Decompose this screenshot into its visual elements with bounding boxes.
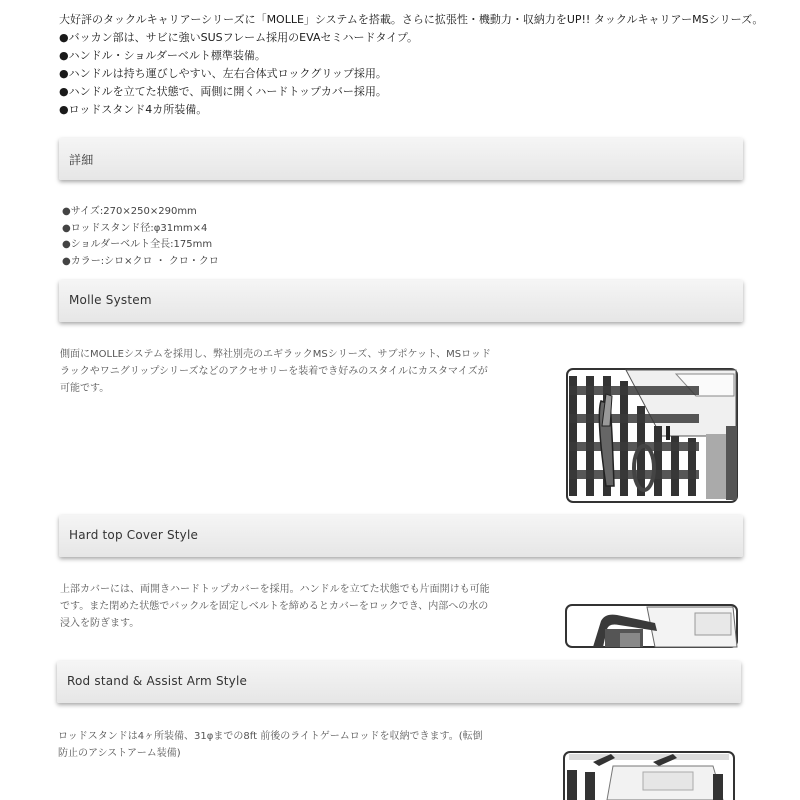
rodstand-heading: Rod stand & Assist Arm Style [67,674,248,688]
hardtop-desc-line: 浸入を防ぎます。 [60,618,140,629]
rodstand-heading-bar [57,661,741,703]
spec-color: ●カラー:シロ×クロ ・ クロ・クロ [62,255,219,267]
molle-desc-line: 可能です。 [60,383,110,394]
molle-photo [566,366,739,505]
details-heading: 詳細 [69,153,94,167]
intro-feature: ●ハンドル・ショルダーベルト標準装備。 [59,49,266,62]
spec-rod-stand: ●ロッドスタンド径:φ31mm×4 [62,222,208,234]
hardtop-desc-line: 上部カバーには、両開きハードトップカバーを採用。ハンドルを立てた状態でも片面開けも可能 [60,584,490,595]
intro-feature: ●ハンドルを立てた状態で、両側に開くハードトップカバー採用。 [59,85,387,98]
molle-heading-bar [59,280,743,322]
rodstand-description [58,728,483,762]
rodstand-desc-line: 防止のアシストアーム装備) [58,748,181,759]
intro-feature: ●バッカン部は、サビに強いSUSフレーム採用のEVAセミハードタイプ。 [59,31,419,44]
rodstand-photo [563,750,735,800]
spec-size: ●サイズ:270×250×290mm [62,206,197,217]
hardtop-desc-line: です。また閉めた状態でバックルを固定しベルトを締めるとカバーをロックでき、内部への水の [60,601,489,612]
hardtop-heading: Hard top Cover Style [69,528,199,542]
intro-lead: 大好評のタックルキャリアーシリーズに「MOLLE」システムを搭載。さらに拡張性・機動力・収納力をUP!! タックルキャリアーMSシリーズ。 [59,13,764,26]
spec-list [62,204,219,270]
molle-heading: Molle System [69,293,152,307]
rodstand-desc-line: ロッドスタンドは4ヶ所装備、31φまでの8ft 前後のライトゲームロッドを収納できます。(転倒 [58,731,483,742]
intro-text [59,11,779,119]
molle-desc-line: ラックやワニグリップシリーズなどのアクセサリーを装着でき好みのスタイルにカスタマイズが [60,366,488,377]
hardtop-description [60,581,490,632]
details-heading-bar [59,138,743,180]
molle-description [60,346,491,397]
hardtop-photo [565,603,739,648]
spec-shoulder-belt: ●ショルダーベルト全長:175mm [62,239,213,250]
hardtop-heading-bar [59,515,743,557]
intro-feature: ●ハンドルは持ち運びしやすい、左右合体式ロックグリップ採用。 [59,67,387,80]
intro-feature: ●ロッドスタンド4カ所装備。 [59,103,208,116]
molle-desc-line: 側面にMOLLEシステムを採用し、弊社別売のエギラックMSシリーズ、サブポケット、MSロッド [60,349,491,360]
